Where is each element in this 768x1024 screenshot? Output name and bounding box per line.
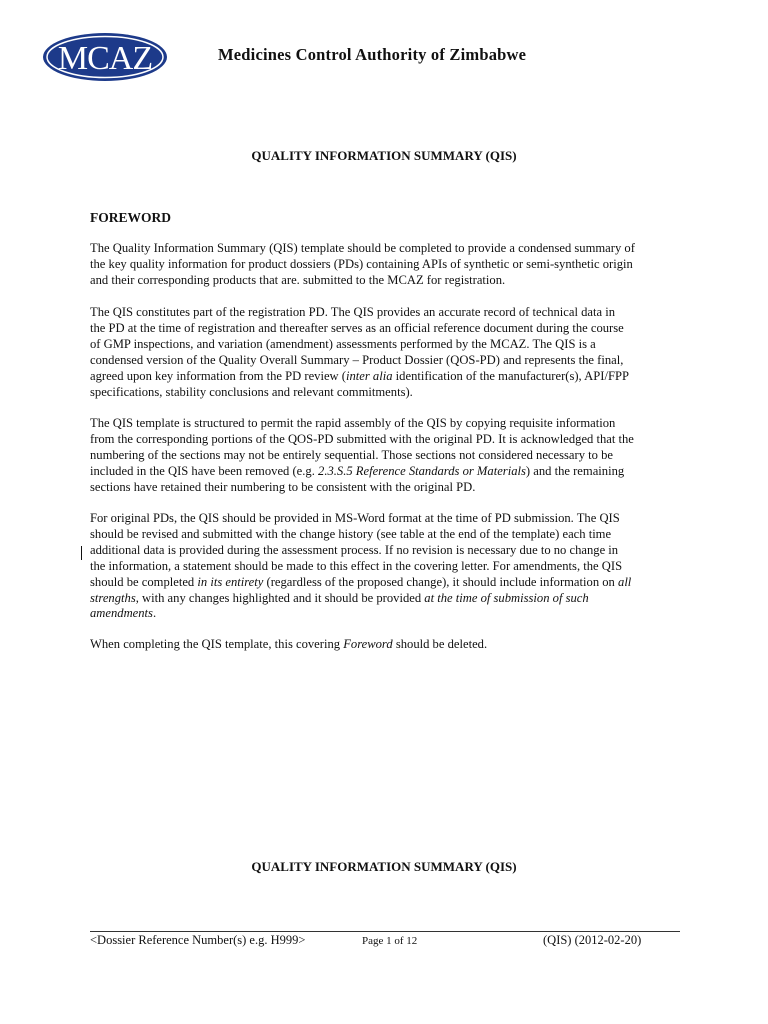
text-cursor-mark xyxy=(81,546,82,560)
text-line: the key quality information for product dossiers (PDs) containing APIs of synthetic or semi-synthetic origin xyxy=(90,256,633,271)
text-line: the PD at the time of registration and thereafter serves as an official reference document during the course xyxy=(90,320,624,335)
mcaz-logo xyxy=(42,32,168,82)
foreword-paragraph-1 xyxy=(90,241,690,289)
text-run: should be completed xyxy=(90,574,198,589)
text-run: agreed upon key information from the PD review ( xyxy=(90,368,346,383)
emphasis-text: in its entirety xyxy=(197,574,264,589)
logo-text: MCAZ xyxy=(57,40,153,77)
text-line xyxy=(90,591,690,607)
footer-page-number: Page 1 of 12 xyxy=(362,935,418,947)
text-line: should be revised and submitted with the change history (see table at the end of the template) each time xyxy=(90,526,612,541)
text-run: ) and the remaining xyxy=(525,463,625,478)
text-line: condensed version of the Quality Overall Summary – Product Dossier (QOS-PD) and represents the final, xyxy=(90,352,624,367)
text-run: included in the QIS have been removed (e.g. xyxy=(90,463,319,478)
text-run: identification of the manufacturer(s), API/FPP xyxy=(392,368,629,383)
text-line: from the corresponding portions of the QOS-PD submitted with the original PD. It is acknowledged that the xyxy=(90,431,634,446)
text-run: . xyxy=(152,606,157,621)
text-line: the information, a statement should be made to this effect in the covering letter. For amendments, the QIS xyxy=(90,558,623,573)
text-line: and their corresponding products that are. submitted to the MCAZ for registration. xyxy=(90,272,506,287)
foreword-paragraph-4 xyxy=(90,511,690,622)
text-line: of GMP inspections, and variation (amendment) assessments performed by the MCAZ. The QIS is a xyxy=(90,336,596,351)
text-line xyxy=(90,464,690,480)
text-line: specifications, stability conclusions and relevant commitments). xyxy=(90,384,413,399)
text-line xyxy=(90,606,690,622)
foreword-paragraph-3 xyxy=(90,416,690,496)
text-line: The QIS constitutes part of the registration PD. The QIS provides an accurate record of technical data in xyxy=(90,305,616,319)
text-line: numbering of the sections may not be entirely sequential. Those sections not considered necessary to be xyxy=(90,447,613,462)
emphasis-text: strengths xyxy=(90,590,136,605)
text-run: , with any changes highlighted and it should be provided xyxy=(135,590,425,605)
text-line xyxy=(90,369,690,385)
footer-divider xyxy=(90,931,680,932)
text-run: When completing the QIS template, this covering xyxy=(90,637,344,651)
foreword-paragraph-5 xyxy=(90,637,690,653)
text-line: The Quality Information Summary (QIS) template should be completed to provide a condensed summary of xyxy=(90,241,635,255)
text-line: The QIS template is structured to permit the rapid assembly of the QIS by copying requisite information xyxy=(90,416,616,430)
emphasis-text: inter alia xyxy=(346,368,393,383)
text-run: should be deleted. xyxy=(392,637,488,651)
emphasis-text: Foreword xyxy=(343,637,393,651)
emphasis-text: at the time of submission of such xyxy=(424,590,589,605)
emphasis-text: all xyxy=(618,574,632,589)
text-line xyxy=(90,637,690,653)
footer-version: (QIS) (2012-02-20) xyxy=(543,933,642,947)
emphasis-text: amendments xyxy=(90,606,153,621)
section-title: QUALITY INFORMATION SUMMARY (QIS) xyxy=(251,859,517,874)
foreword-heading: FOREWORD xyxy=(90,210,171,225)
organization-name: Medicines Control Authority of Zimbabwe xyxy=(218,45,527,64)
foreword-paragraph-2 xyxy=(90,305,690,400)
document-title: QUALITY INFORMATION SUMMARY (QIS) xyxy=(251,148,517,163)
text-run: (regardless of the proposed change), it should include information on xyxy=(263,574,619,589)
footer-dossier-reference: <Dossier Reference Number(s) e.g. H999> xyxy=(90,933,306,947)
text-line: additional data is provided during the assessment process. If no revision is necessary due to no change in xyxy=(90,542,619,557)
emphasis-text: 2.3.S.5 Reference Standards or Materials xyxy=(318,463,526,478)
text-line: For original PDs, the QIS should be provided in MS-Word format at the time of PD submission. The QIS xyxy=(90,511,620,525)
text-line xyxy=(90,575,690,591)
mcaz-logo-graphic xyxy=(42,32,168,82)
text-line: sections have retained their numbering to be consistent with the original PD. xyxy=(90,479,476,494)
